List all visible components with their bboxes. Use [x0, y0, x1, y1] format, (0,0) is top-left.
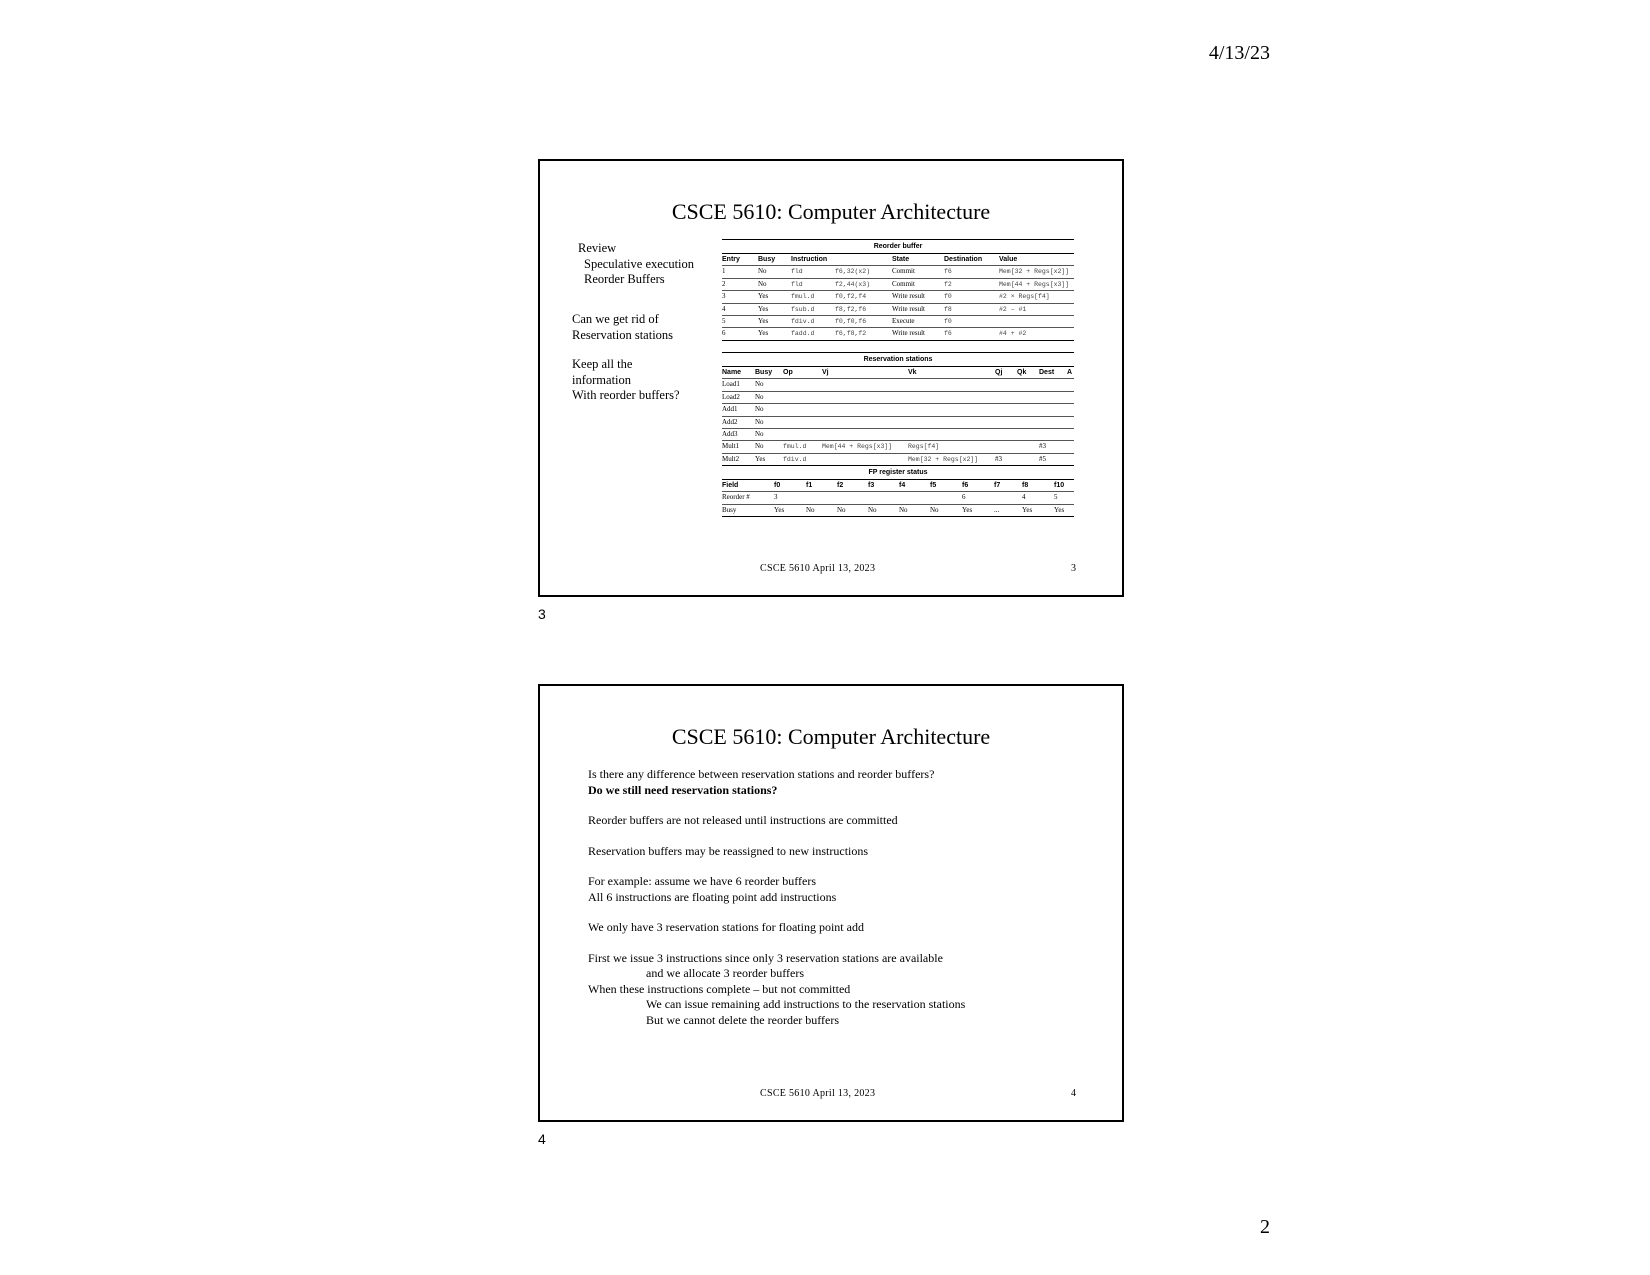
col-header: f7: [994, 482, 1001, 489]
table-cell: Commit: [892, 267, 915, 276]
col-header: [835, 254, 892, 265]
table-cell: Yes: [1022, 505, 1033, 514]
table-cell: fsub.d: [791, 305, 815, 313]
slide-3: [538, 159, 1124, 597]
table-header-row: [722, 253, 1074, 265]
table-title: Reorder buffer: [722, 239, 1074, 253]
table-cell: [908, 417, 995, 428]
table-cell: Yes: [758, 304, 769, 313]
col-header: Op: [783, 369, 793, 376]
table-cell: [1017, 392, 1039, 403]
table-cell: No: [755, 442, 764, 451]
table-cell: No: [930, 505, 939, 514]
table-cell: [1067, 454, 1074, 465]
table-cell: [1017, 441, 1039, 452]
table-row: [722, 504, 1074, 517]
table-cell: Yes: [1054, 505, 1065, 514]
table-cell: [1017, 404, 1039, 415]
table-cell: [822, 404, 908, 415]
table-cell: [822, 429, 908, 440]
table-row: [722, 378, 1074, 390]
table-cell: 6: [962, 493, 966, 502]
table-cell: [995, 392, 1017, 403]
table-row: [722, 315, 1074, 327]
question-line: Can we get rid of: [572, 312, 659, 326]
col-header: Vk: [908, 369, 917, 376]
table-cell: [1067, 392, 1074, 403]
table-cell: [1067, 379, 1074, 390]
table-cell: Yes: [758, 329, 769, 338]
col-header: Name: [722, 369, 742, 376]
table-cell: Regs[f4]: [908, 443, 940, 451]
table-cell: Mem[32 + Regs[x2]]: [999, 268, 1070, 276]
table-cell: fadd.d: [791, 330, 815, 338]
table-cell: [899, 492, 930, 503]
slide-footer-number: 3: [1071, 563, 1076, 574]
table-cell: Yes: [758, 292, 769, 301]
col-header: f4: [899, 482, 906, 489]
body-line: Is there any difference between reservation stations and reorder buffers?: [588, 767, 935, 781]
col-header: f3: [868, 482, 875, 489]
col-header: Entry: [722, 256, 740, 263]
slide-footer: CSCE 5610 April 13, 2023: [760, 1088, 876, 1099]
body-line-bold: Do we still need reservation stations?: [588, 782, 778, 797]
table-cell: f6,32(x2): [835, 268, 871, 276]
table-cell: f2,44(x3): [835, 280, 871, 288]
table-cell: [822, 379, 908, 390]
table-cell: Add2: [722, 417, 738, 426]
table-cell: f0: [944, 317, 952, 325]
slide-4: [538, 684, 1124, 1122]
table-cell: [868, 492, 899, 503]
table-cell: #5: [1039, 454, 1046, 463]
col-header: Destination: [944, 256, 983, 263]
table-cell: Add3: [722, 429, 738, 438]
table-header-row: [722, 366, 1074, 378]
table-cell: fmul.d: [791, 293, 815, 301]
table-row: [722, 440, 1074, 452]
table-cell: f0: [944, 293, 952, 301]
col-header: f1: [806, 482, 813, 489]
table-cell: f0,f0,f6: [835, 317, 867, 325]
body-line: For example: assume we have 6 reorder buffers: [588, 874, 817, 888]
table-cell: 4: [722, 304, 726, 313]
body-line-indented: We can issue remaining add instructions to the reservation stations: [646, 997, 966, 1011]
question-keep-info: [572, 357, 680, 404]
body-line: We only have 3 reservation stations for floating point add: [588, 920, 864, 934]
table-cell: [1067, 441, 1074, 452]
body-line: All 6 instructions are floating point add instructions: [588, 889, 837, 904]
table-cell: [1067, 404, 1074, 415]
col-header: Instruction: [791, 256, 828, 263]
table-header-row: [722, 479, 1074, 491]
table-cell: Commit: [892, 279, 915, 288]
table-cell: [822, 454, 908, 465]
table-cell: [783, 379, 822, 390]
table-cell: Yes: [774, 505, 785, 514]
table-cell: [1039, 379, 1067, 390]
body-line: Reorder buffers are not released until instructions are committed: [588, 813, 898, 827]
table-cell: 6: [722, 329, 726, 338]
col-header: Field: [722, 482, 739, 489]
slide-title: CSCE 5610: Computer Architecture: [671, 199, 991, 224]
fp-register-status-table: [722, 465, 1074, 517]
slide-footer-number: 4: [1071, 1088, 1076, 1099]
slide-body: [588, 767, 1108, 1028]
table-cell: [908, 392, 995, 403]
table-cell: [1067, 417, 1074, 428]
table-cell: [995, 379, 1017, 390]
table-row: [722, 491, 1074, 503]
topic-item: Speculative execution: [584, 256, 695, 271]
table-cell: 2: [722, 279, 726, 288]
col-header: Vj: [822, 369, 829, 376]
topic-item: Review: [578, 241, 617, 255]
topic-item: Reorder Buffers: [584, 272, 665, 286]
table-row: [722, 391, 1074, 403]
question-line: Keep all the: [572, 357, 633, 371]
table-cell: [783, 404, 822, 415]
col-header: f0: [774, 482, 781, 489]
question-line: information: [572, 372, 632, 387]
table-cell: [995, 404, 1017, 415]
table-cell: Reorder #: [722, 493, 750, 502]
col-header: Qj: [995, 369, 1003, 376]
table-row: [722, 303, 1074, 315]
col-header: f6: [962, 482, 969, 489]
table-cell: Load1: [722, 380, 740, 389]
question-reservation: [572, 312, 673, 343]
table-cell: #3: [995, 454, 1002, 463]
table-title: FP register status: [722, 465, 1074, 479]
page-number: 2: [1260, 1216, 1270, 1238]
table-cell: Execute: [892, 316, 915, 325]
table-cell: Busy: [722, 505, 737, 514]
table-cell: ...: [994, 505, 1000, 514]
col-header: f8: [1022, 482, 1029, 489]
table-cell: No: [755, 380, 764, 389]
col-header: State: [892, 256, 910, 263]
table-cell: Write result: [892, 304, 925, 313]
table-cell: [995, 429, 1017, 440]
table-row: [722, 278, 1074, 290]
table-cell: Mem[44 + Regs[x3]]: [822, 443, 893, 451]
question-line: Reservation stations: [572, 327, 674, 342]
table-cell: [1039, 429, 1067, 440]
table-cell: [1017, 454, 1039, 465]
table-cell: f6: [944, 268, 952, 276]
col-header: f10: [1054, 482, 1065, 489]
table-cell: [1017, 417, 1039, 428]
table-cell: Yes: [755, 454, 766, 463]
table-cell: [783, 429, 822, 440]
table-cell: No: [837, 505, 846, 514]
table-cell: [783, 417, 822, 428]
body-line: Reservation buffers may be reassigned to new instructions: [588, 843, 869, 858]
table-cell: [999, 316, 1074, 327]
table-cell: Yes: [758, 316, 769, 325]
table-cell: 4: [1022, 493, 1026, 502]
col-header: f5: [930, 482, 937, 489]
table-cell: fld: [791, 268, 803, 276]
table-cell: No: [868, 505, 877, 514]
table-cell: [806, 492, 837, 503]
table-cell: [822, 417, 908, 428]
table-cell: Mem[44 + Regs[x3]]: [999, 280, 1070, 288]
table-title: Reservation stations: [722, 352, 1074, 366]
col-header: Qk: [1017, 369, 1027, 376]
table-cell: No: [806, 505, 815, 514]
table-cell: f8: [944, 305, 952, 313]
table-cell: f0,f2,f4: [835, 293, 867, 301]
table-cell: 5: [1054, 493, 1058, 502]
table-cell: [994, 492, 1022, 503]
table-cell: Mult2: [722, 454, 740, 463]
table-cell: [995, 417, 1017, 428]
table-cell: [1039, 404, 1067, 415]
table-cell: 3: [774, 493, 778, 502]
table-cell: [1039, 417, 1067, 428]
table-cell: Add1: [722, 405, 738, 414]
table-cell: 3: [722, 292, 726, 301]
table-cell: [908, 379, 995, 390]
col-header: Busy: [758, 256, 776, 263]
table-cell: No: [755, 429, 764, 438]
slide-caption-number: 4: [538, 1131, 546, 1147]
topic-list: [578, 241, 694, 288]
table-cell: fdiv.d: [791, 317, 815, 325]
table-cell: f2: [944, 280, 952, 288]
table-cell: [822, 392, 908, 403]
body-line: First we issue 3 instructions since only 3 reservation stations are available: [588, 950, 943, 965]
table-cell: f6,f8,f2: [835, 330, 867, 338]
col-header: Dest: [1039, 369, 1055, 376]
reorder-buffer-table: [722, 239, 1074, 341]
table-cell: No: [758, 267, 767, 276]
table-row: [722, 290, 1074, 302]
table-cell: [1067, 429, 1074, 440]
table-cell: [1017, 429, 1039, 440]
table-cell: [995, 441, 1017, 452]
table-row: [722, 327, 1074, 340]
slide-footer: CSCE 5610 April 13, 2023: [760, 563, 876, 574]
table-cell: Write result: [892, 329, 925, 338]
table-cell: [1017, 379, 1039, 390]
table-cell: Load2: [722, 392, 740, 401]
table-row: [722, 416, 1074, 428]
table-cell: Write result: [892, 292, 925, 301]
table-cell: 5: [722, 316, 726, 325]
reservation-stations-table: [722, 352, 1074, 466]
table-cell: fdiv.d: [783, 455, 807, 463]
table-cell: [1039, 392, 1067, 403]
table-cell: [908, 429, 995, 440]
table-cell: Mult1: [722, 442, 740, 451]
table-row: [722, 265, 1074, 277]
table-cell: #4 + #2: [999, 330, 1027, 338]
table-cell: #3: [1039, 442, 1046, 451]
slide-title: CSCE 5610: Computer Architecture: [671, 724, 991, 749]
table-cell: Mem[32 + Regs[x2]]: [908, 455, 979, 463]
table-cell: No: [755, 417, 764, 426]
table-cell: fmul.d: [783, 443, 807, 451]
table-row: [722, 428, 1074, 440]
table-cell: #2 × Regs[f4]: [999, 293, 1050, 301]
question-line: With reorder buffers?: [572, 388, 680, 402]
col-header: Busy: [755, 369, 773, 376]
page-date: 4/13/23: [1208, 42, 1270, 64]
table-row: [722, 403, 1074, 415]
table-cell: f6: [944, 330, 952, 338]
table-cell: 1: [722, 267, 726, 276]
table-cell: No: [758, 279, 767, 288]
col-header: f2: [837, 482, 844, 489]
table-cell: [783, 392, 822, 403]
table-cell: No: [899, 505, 908, 514]
col-header: Value: [999, 256, 1018, 263]
slide-caption-number: 3: [538, 606, 546, 622]
table-cell: [908, 404, 995, 415]
col-header: A: [1067, 369, 1073, 376]
body-line: When these instructions complete – but not committed: [588, 981, 851, 996]
table-cell: [930, 492, 962, 503]
table-cell: [837, 492, 868, 503]
table-cell: Yes: [962, 505, 973, 514]
table-cell: f8,f2,f6: [835, 305, 867, 313]
table-cell: No: [755, 405, 764, 414]
body-line-indented: But we cannot delete the reorder buffers: [646, 1012, 840, 1027]
table-cell: #2 – #1: [999, 305, 1027, 313]
table-cell: fld: [791, 280, 803, 288]
table-cell: No: [755, 392, 764, 401]
body-line-indented: and we allocate 3 reorder buffers: [646, 966, 805, 980]
